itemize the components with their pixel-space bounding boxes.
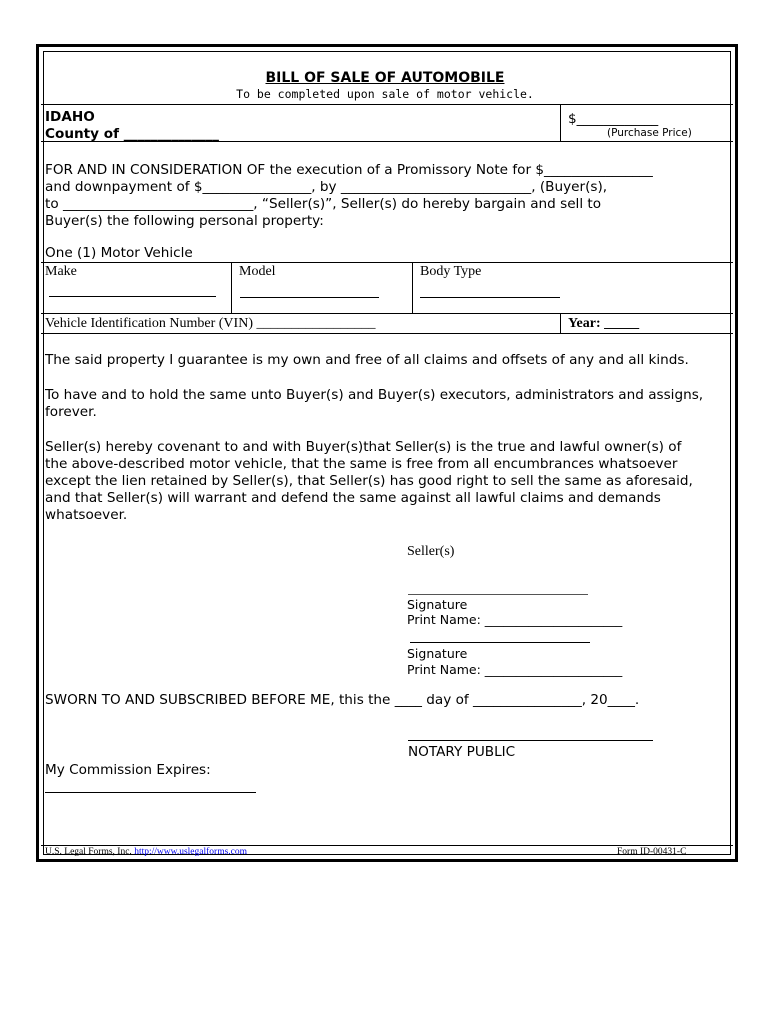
covenant-line-3: except the lien retained by Seller(s), that Seller(s) has good right to sell the same as aforesaid, [45,473,693,489]
make-model-divider [231,262,232,313]
footer-company [45,847,247,857]
body-type-field[interactable] [420,297,560,298]
body-type-label: Body Type [420,264,482,279]
consideration-line-2: and downpayment of $________________, by ____________________________, (Buyer(s), [45,179,608,195]
make-field[interactable] [49,296,216,297]
vehicle-table-top [41,262,733,263]
print-name-field-2[interactable]: Print Name: ______________________ [407,662,623,677]
state-name: IDAHO [45,109,95,125]
commission-expires-field[interactable] [45,792,256,793]
purchase-price-field[interactable]: $____________ [568,111,659,127]
footer-company-name: U.S. Legal Forms, Inc. [45,847,132,857]
form-subtitle: To be completed upon sale of motor vehicle. [236,87,534,101]
signature-label-2: Signature [407,646,468,661]
consideration-line-3: to ____________________________, “Seller(s)”, Seller(s) do hereby bargain and sell to [45,196,602,212]
sworn-statement: SWORN TO AND SUBSCRIBED BEFORE ME, this the ____ day of ________________, 20____. [45,692,640,708]
covenant-line-2: the above-described motor vehicle, that the same is free from all encumbrances whatsoever [45,456,678,472]
covenant-line-4: and that Seller(s) will warrant and defend the same against all lawful claims and demands [45,490,661,506]
notary-signature-line[interactable] [408,740,653,741]
vehicle-table-mid [41,313,733,314]
notary-public-label: NOTARY PUBLIC [408,744,516,760]
covenant-line-5: whatsoever. [45,507,128,523]
consideration-line-1: FOR AND IN CONSIDERATION OF the execution of a Promissory Note for $________________ [45,162,653,178]
seller-signature-line-1[interactable] [408,594,588,595]
vin-year-divider [560,313,561,333]
make-label: Make [45,264,77,279]
footer-form-id: Form ID-00431-C [617,847,687,857]
print-name-field-1[interactable]: Print Name: ______________________ [407,612,623,627]
footer-website-link[interactable]: http://www.uslegalforms.com [134,847,248,857]
covenant-line-1: Seller(s) hereby covenant to and with Buyer(s)that Seller(s) is the true and lawful owner(s) of [45,439,682,455]
seller-heading: Seller(s) [407,544,455,559]
vin-field[interactable]: Vehicle Identification Number (VIN) _________________ [45,316,376,331]
commission-expires-label: My Commission Expires: [45,762,211,778]
form-title: BILL OF SALE OF AUTOMOBILE [265,70,505,86]
signature-label-1: Signature [407,597,468,612]
vehicle-table-bottom [41,333,733,334]
guarantee-paragraph: The said property I guarantee is my own and free of all claims and offsets of any and all kinds. [45,352,689,368]
purchase-price-label: (Purchase Price) [607,127,692,139]
hold-paragraph-line-1: To have and to hold the same unto Buyer(s) and Buyer(s) executors, administrators and assigns, [45,387,704,403]
county-field[interactable]: County of ______________ [45,126,219,142]
model-body-divider [412,262,413,313]
price-box-divider [560,104,561,141]
seller-signature-line-2[interactable] [410,642,590,643]
header-divider [41,104,733,105]
year-field[interactable]: Year: _____ [568,316,640,331]
vehicle-intro: One (1) Motor Vehicle [45,245,193,261]
state-block-divider [41,141,733,142]
footer-divider [41,845,733,846]
hold-paragraph-line-2: forever. [45,404,97,420]
consideration-line-4: Buyer(s) the following personal property: [45,213,324,229]
model-label: Model [239,264,276,279]
model-field[interactable] [240,297,379,298]
